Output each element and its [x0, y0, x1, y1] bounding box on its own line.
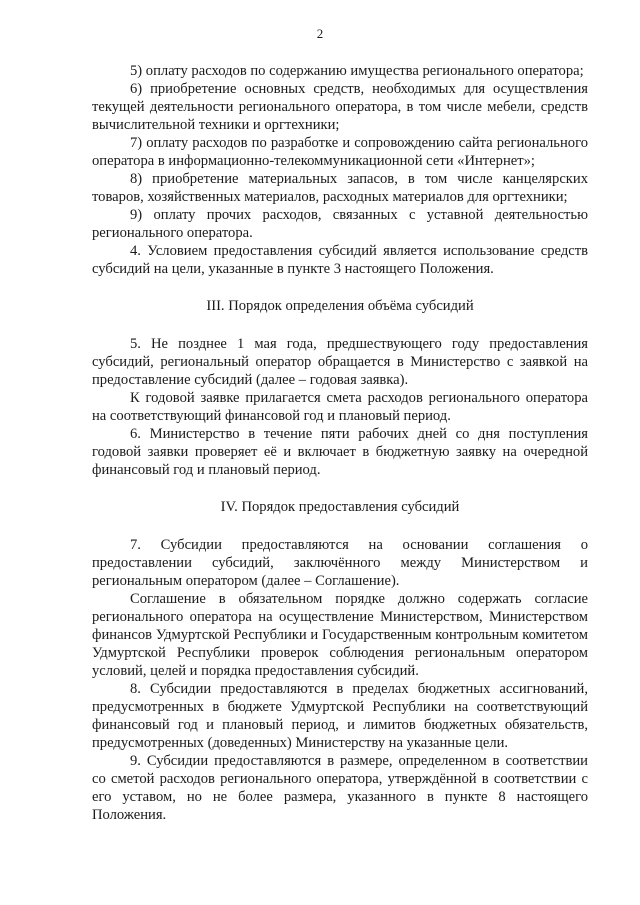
spacer — [92, 278, 588, 297]
section-heading-4: IV. Порядок предоставления субсидий — [220, 499, 460, 515]
paragraph-item-5: 5) оплату расходов по содержанию имущества регионального оператора; — [130, 63, 584, 79]
spacer — [92, 479, 588, 498]
paragraph-item-6: 6) приобретение основных средств, необходимых для осуществления текущей деятельности регионального оператора, в том числе мебели, средств вычислительной техники и оргтехники; — [92, 81, 588, 133]
paragraph-clause-8: 8. Субсидии предоставляются в пределах бюджетных ассигнований, предусмотренных в бюджете Удмуртской Республики на соответствующий финансовый год и плановый период, и лимитов бюджетных обязательств, предусмотренных (доведенных) Министерству на указанные цели. — [92, 681, 588, 751]
paragraph-clause-5: 5. Не позднее 1 мая года, предшествующего году предоставления субсидий, региональный оператор обращается в Министерство с заявкой на предоставление субсидий (далее – годовая заявка). — [92, 336, 588, 388]
paragraph-item-9: 9) оплату прочих расходов, связанных с уставной деятельностью регионального оператора. — [92, 207, 588, 241]
paragraph-clause-7-continued: Соглашение в обязательном порядке должно содержать согласие регионального оператора на осуществление Министерством, Министерством финансов Удмуртской Республики и Государственным контрольным комитетом Удмуртской Республики проверок соблюдения региональным оператором условий, целей и порядка предоставления субсидий. — [92, 591, 588, 679]
paragraph-clause-5-continued: К годовой заявке прилагается смета расходов регионального оператора на соответствующий финансовой год и плановый период. — [92, 390, 588, 424]
spacer — [92, 315, 588, 335]
paragraph-clause-4: 4. Условием предоставления субсидий является использование средств субсидий на цели, указанные в пункте 3 настоящего Положения. — [92, 243, 588, 277]
page-number: 2 — [316, 26, 324, 41]
document-body — [92, 62, 588, 824]
paragraph-clause-6: 6. Министерство в течение пяти рабочих дней со дня поступления годовой заявки проверяет её и включает в бюджетную заявку на очередной финансовый год и плановый период. — [92, 426, 588, 478]
section-heading-3: III. Порядок определения объёма субсидий — [206, 298, 474, 314]
spacer — [92, 516, 588, 536]
paragraph-clause-7: 7. Субсидии предоставляются на основании соглашения о предоставлении субсидий, заключённого между Министерством и региональным оператором (далее – Соглашение). — [92, 537, 588, 589]
paragraph-clause-9: 9. Субсидии предоставляются в размере, определенном в соответствии со сметой расходов регионального оператора, утверждённой в соответствии с его уставом, но не более размера, указанного в пункте 8 настоящего Положения. — [92, 753, 588, 823]
paragraph-item-8: 8) приобретение материальных запасов, в том числе канцелярских товаров, хозяйственных материалов, расходных материалов для оргтехники; — [92, 171, 588, 205]
paragraph-item-7: 7) оплату расходов по разработке и сопровождению сайта регионального оператора в информационно-телекоммуникационной сети «Интернет»; — [92, 135, 588, 169]
